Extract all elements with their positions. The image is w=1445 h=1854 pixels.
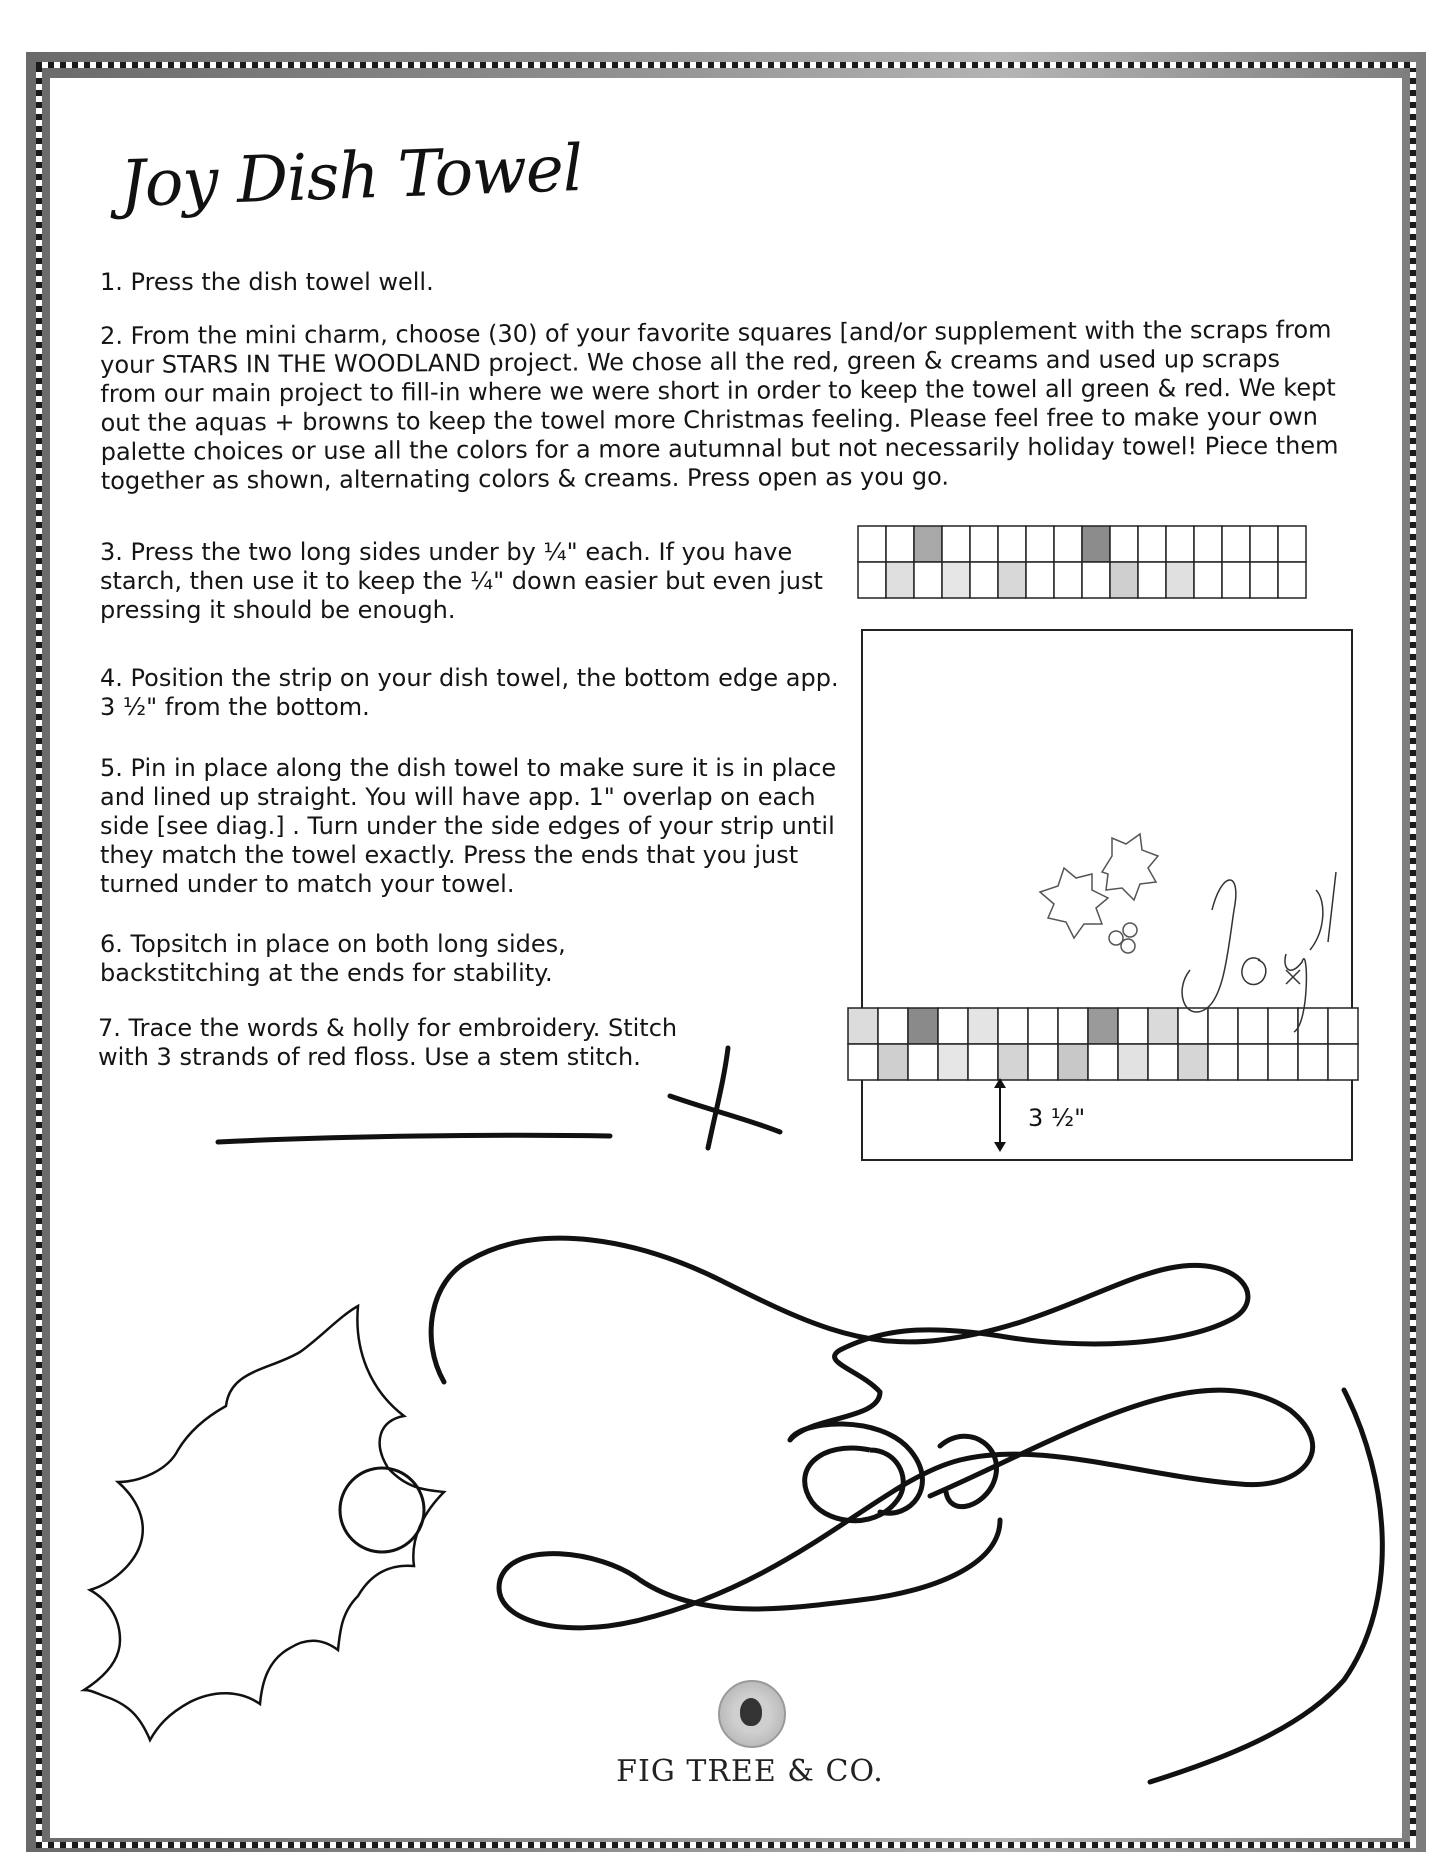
fig-icon: [740, 1698, 762, 1726]
measure-label: 3 ½": [1028, 1104, 1086, 1132]
strip-square: [968, 1044, 998, 1080]
strip-square: [1268, 1044, 1298, 1080]
strip-square: [1028, 1044, 1058, 1080]
holly-leaf-small-icon: [1040, 868, 1108, 938]
strip-square: [1250, 526, 1278, 562]
strip-square: [1088, 1008, 1118, 1044]
pieced-strip-diagram: [856, 524, 1316, 604]
strip-square: [1118, 1044, 1148, 1080]
strip-square: [1194, 526, 1222, 562]
strip-square: [1054, 526, 1082, 562]
towel-strip: [848, 1008, 1358, 1080]
strip-square: [1166, 526, 1194, 562]
strip-square: [858, 562, 886, 598]
strip-square: [998, 1044, 1028, 1080]
strip-square: [1166, 562, 1194, 598]
holly-berry-icon: [1123, 923, 1137, 937]
strip-square: [1278, 526, 1306, 562]
fig-tree-logo: [600, 1680, 900, 1810]
holly-leaf-pattern-icon: [84, 1306, 444, 1740]
holly-leaf-small-icon: [1102, 834, 1158, 900]
strip-square: [1298, 1044, 1328, 1080]
strip-square: [938, 1008, 968, 1044]
strip-square: [970, 562, 998, 598]
strip-square: [914, 562, 942, 598]
strip-square: [1148, 1008, 1178, 1044]
strip-square: [886, 562, 914, 598]
strip-square: [1328, 1008, 1358, 1044]
strip-square: [858, 526, 886, 562]
strip-square: [886, 526, 914, 562]
strip-square: [1138, 562, 1166, 598]
strip-square: [1238, 1008, 1268, 1044]
strip-square: [1026, 562, 1054, 598]
strip-square: [1222, 526, 1250, 562]
strip-square: [1148, 1044, 1178, 1080]
towel-placement-diagram: [840, 620, 1400, 1180]
strip-square: [1178, 1008, 1208, 1044]
joy-script-pattern: [1150, 1390, 1382, 1782]
strip-square: [908, 1044, 938, 1080]
strip-square: [1110, 562, 1138, 598]
step-5: 5. Pin in place along the dish towel to make sure it is in place and lined up straight. You will have app. 1" overlap on each side [see diag.] . Turn under the side edges of your strip until they match the towel exactly. Press the ends that you just turned under to match your towel.: [100, 754, 837, 898]
step-1: 1. Press the dish towel well.: [100, 268, 434, 296]
logo-text: FIG TREE & CO.: [616, 1754, 884, 1789]
strip-square: [1208, 1008, 1238, 1044]
step-3: 3. Press the two long sides under by ¼" each. If you have starch, then use it to keep the ¼" down easier but even just pressing it should be enough.: [100, 538, 823, 624]
strip-square: [1026, 526, 1054, 562]
strip-square: [942, 562, 970, 598]
underline-stroke: [218, 1135, 610, 1142]
strip-square: [998, 1008, 1028, 1044]
strip-square: [998, 526, 1026, 562]
holly-berry-pattern-icon: [340, 1468, 424, 1552]
strip-square: [998, 562, 1026, 598]
strip-square: [878, 1008, 908, 1044]
strip-square: [1238, 1044, 1268, 1080]
strip-square: [1088, 1044, 1118, 1080]
strip-square: [848, 1008, 878, 1044]
step-6: 6. Topsitch in place on both long sides, backstitching at the ends for stability.: [100, 930, 566, 987]
cross-mark-icon: [1286, 970, 1300, 984]
step-7: 7. Trace the words & holly for embroidery. Stitch with 3 strands of red floss. Use a stem stitch.: [98, 1014, 678, 1071]
strip-square: [1138, 526, 1166, 562]
strip-square: [1278, 562, 1306, 598]
strip-square: [914, 526, 942, 562]
strip-square: [942, 526, 970, 562]
strip-square: [1028, 1008, 1058, 1044]
strip-square: [1082, 562, 1110, 598]
step-2: 2. From the mini charm, choose (30) of your favorite squares [and/or supplement with the scraps from your STARS IN THE WOODLAND project. We chose all the red, green & creams and used up scraps from our main project to fill-in where we were short in order to keep the towel all green & red. We kept out the aquas + browns to keep the towel more Christmas feeling. Please feel free to make your own palette choices or use all the colors for a more autumnal but not necessarily holiday towel! Piece them together as shown, alternating colors & creams. Press open as you go.: [100, 315, 1339, 495]
strip-square: [908, 1008, 938, 1044]
strip-square: [1268, 1008, 1298, 1044]
strip-square: [1222, 562, 1250, 598]
holly-berry-icon: [1121, 939, 1135, 953]
step-4: 4. Position the strip on your dish towel, the bottom edge app. 3 ½" from the bottom.: [100, 664, 839, 721]
strip-square: [1118, 1008, 1148, 1044]
strip-square: [970, 526, 998, 562]
strip-square: [878, 1044, 908, 1080]
page-title: Joy Dish Towel: [118, 131, 584, 223]
strip-square: [1058, 1008, 1088, 1044]
strip-square: [938, 1044, 968, 1080]
handwritten-marks: [200, 1020, 800, 1160]
strip-square: [1058, 1044, 1088, 1080]
strip-square: [1194, 562, 1222, 598]
strip-square: [1250, 562, 1278, 598]
strip-square: [968, 1008, 998, 1044]
cross-stroke-icon: [708, 1048, 728, 1148]
strip-square: [1054, 562, 1082, 598]
strip-square: [1110, 526, 1138, 562]
cross-stroke-icon: [670, 1096, 780, 1132]
strip-square: [1208, 1044, 1238, 1080]
strip-square: [1082, 526, 1110, 562]
strip-square: [1328, 1044, 1358, 1080]
joy-script-pattern: [805, 1448, 904, 1521]
strip-square: [848, 1044, 878, 1080]
strip-square: [1178, 1044, 1208, 1080]
joy-script-pattern: [431, 1238, 1248, 1513]
